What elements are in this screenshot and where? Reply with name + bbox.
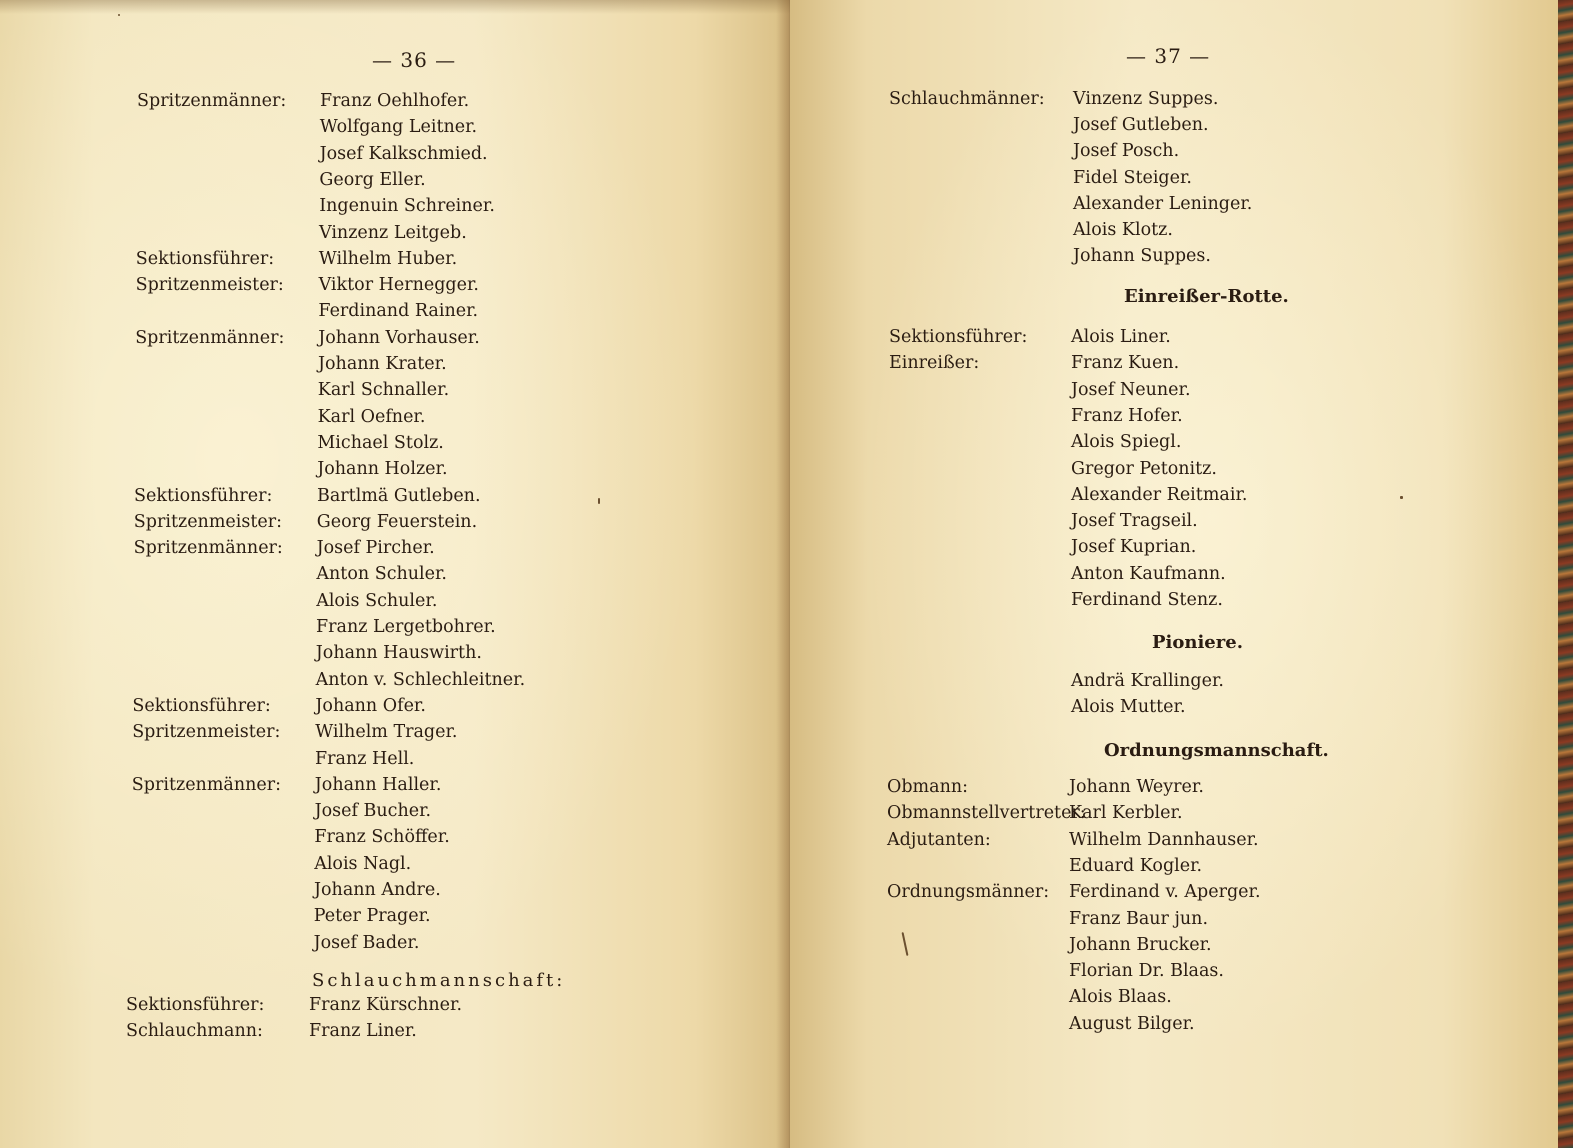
- role-label: Spritzenmänner:: [137, 91, 287, 111]
- role-label: Sektionsführer:: [132, 695, 271, 716]
- member-name: Ferdinand Rainer.: [318, 301, 479, 322]
- role-label: Spritzenmänner:: [131, 774, 282, 795]
- member-name: Wilhelm Trager.: [315, 722, 458, 743]
- page-number: — 36 —: [372, 48, 457, 72]
- role-label: Sektionsführer:: [135, 248, 275, 269]
- member-name: Alois Mutter.: [1071, 697, 1186, 717]
- member-name: Franz Baur jun.: [1069, 908, 1209, 929]
- page-number: — 37 —: [1126, 44, 1211, 68]
- member-name: Franz Hofer.: [1071, 405, 1183, 426]
- section-heading: Ordnungsmannschaft.: [1104, 740, 1329, 761]
- member-name: Alois Schuler.: [316, 590, 438, 611]
- member-name: Wolfgang Leitner.: [319, 117, 478, 138]
- role-label: Adjutanten:: [887, 829, 991, 850]
- role-label: Spritzenmänner:: [135, 327, 285, 348]
- member-name: Vinzenz Leitgeb.: [319, 222, 467, 243]
- section-heading: Einreißer-Rotte.: [1124, 286, 1289, 307]
- member-name: Wilhelm Huber.: [318, 248, 458, 269]
- section-heading: Pioniere.: [1152, 632, 1243, 653]
- member-name: Alois Blaas.: [1069, 987, 1172, 1008]
- role-label: Ordnungsmänner:: [887, 882, 1050, 903]
- member-name: Viktor Hernegger.: [318, 275, 479, 296]
- member-name: Gregor Petonitz.: [1071, 458, 1217, 479]
- member-name: Franz Lergetbohrer.: [316, 617, 496, 637]
- member-name: Josef Kuprian.: [1071, 537, 1197, 558]
- member-name: Johann Brucker.: [1069, 934, 1212, 955]
- role-label: Obmann:: [887, 777, 969, 797]
- ink-speck: [598, 498, 600, 504]
- section-heading: Schlauchmannschaft:: [312, 970, 566, 991]
- right-page: [790, 0, 1558, 1148]
- member-name: Karl Oefner.: [317, 406, 426, 427]
- role-label: Schlauchmänner:: [889, 89, 1045, 109]
- pencil-mark: [902, 932, 909, 956]
- member-name: Josef Bader.: [313, 932, 420, 953]
- member-name: Anton Schuler.: [316, 564, 447, 585]
- role-label: Spritzenmeister:: [132, 722, 281, 743]
- member-name: Josef Pircher.: [316, 538, 435, 559]
- member-name: Alexander Reitmair.: [1071, 484, 1248, 505]
- member-name: Franz Schöffer.: [314, 827, 450, 848]
- member-name: Josef Kalkschmied.: [319, 143, 488, 164]
- member-name: Karl Schnaller.: [317, 380, 450, 401]
- member-name: Franz Hell.: [315, 748, 415, 769]
- member-name: Ferdinand v. Aperger.: [1069, 882, 1261, 903]
- role-label: Obmannstellvertreter:: [887, 803, 1086, 824]
- member-name: Johann Andre.: [314, 880, 441, 900]
- member-name: Georg Feuerstein.: [316, 511, 478, 532]
- member-name: Alois Klotz.: [1073, 220, 1173, 240]
- member-name: Andrä Krallinger.: [1071, 671, 1224, 691]
- role-label: Sektionsführer:: [134, 485, 273, 506]
- member-name: Franz Kürschner.: [309, 995, 463, 1015]
- member-name: Franz Liner.: [309, 1021, 417, 1041]
- member-name: Alexander Leninger.: [1073, 193, 1253, 214]
- ink-speck: [118, 14, 120, 16]
- member-name: Florian Dr. Blaas.: [1069, 961, 1224, 982]
- member-name: Ferdinand Stenz.: [1071, 590, 1223, 610]
- member-name: Bartlmä Gutleben.: [317, 485, 481, 506]
- role-label: Sektionsführer:: [889, 327, 1028, 347]
- member-name: Johann Krater.: [318, 354, 447, 374]
- member-name: Alois Nagl.: [314, 853, 412, 874]
- member-name: Franz Kuen.: [1071, 353, 1180, 374]
- role-label: Sektionsführer:: [126, 995, 265, 1015]
- member-name: Karl Kerbler.: [1069, 803, 1183, 824]
- role-label: Einreißer:: [889, 353, 980, 374]
- member-name: Anton Kaufmann.: [1071, 563, 1226, 584]
- member-name: Johann Suppes.: [1073, 246, 1211, 267]
- member-name: Josef Posch.: [1073, 141, 1180, 162]
- member-name: Peter Prager.: [313, 906, 431, 927]
- member-name: Anton v. Schlechleitner.: [315, 669, 526, 690]
- member-name: Franz Oehlhofer.: [320, 91, 470, 111]
- role-label: Spritzenmänner:: [133, 538, 283, 559]
- role-label: Spritzenmeister:: [135, 275, 284, 296]
- marbled-cover-edge: [1558, 0, 1573, 1148]
- ink-speck: [1400, 496, 1403, 499]
- member-name: Josef Gutleben.: [1073, 115, 1209, 136]
- member-name: August Bilger.: [1069, 1013, 1195, 1034]
- member-name: Johann Hauswirth.: [315, 643, 482, 664]
- member-name: Michael Stolz.: [317, 432, 444, 453]
- member-name: Johann Ofer.: [315, 695, 426, 716]
- member-name: Josef Neuner.: [1071, 379, 1191, 400]
- member-name: Alois Spiegl.: [1071, 432, 1182, 453]
- member-name: Eduard Kogler.: [1069, 855, 1203, 876]
- member-name: Fidel Steiger.: [1073, 167, 1192, 188]
- role-label: Schlauchmann:: [126, 1021, 263, 1041]
- member-name: Ingenuin Schreiner.: [319, 196, 495, 217]
- member-name: Johann Vorhauser.: [318, 327, 480, 348]
- member-name: Johann Haller.: [314, 774, 442, 795]
- member-name: Alois Liner.: [1071, 327, 1171, 347]
- member-name: Josef Tragseil.: [1071, 511, 1198, 532]
- member-name: Johann Holzer.: [317, 459, 448, 480]
- role-label: Spritzenmeister:: [133, 511, 283, 532]
- member-name: Josef Bucher.: [314, 801, 432, 822]
- member-name: Wilhelm Dannhauser.: [1069, 829, 1259, 850]
- member-name: Vinzenz Suppes.: [1073, 89, 1219, 109]
- member-name: Johann Weyrer.: [1069, 777, 1204, 797]
- member-name: Georg Eller.: [319, 169, 426, 190]
